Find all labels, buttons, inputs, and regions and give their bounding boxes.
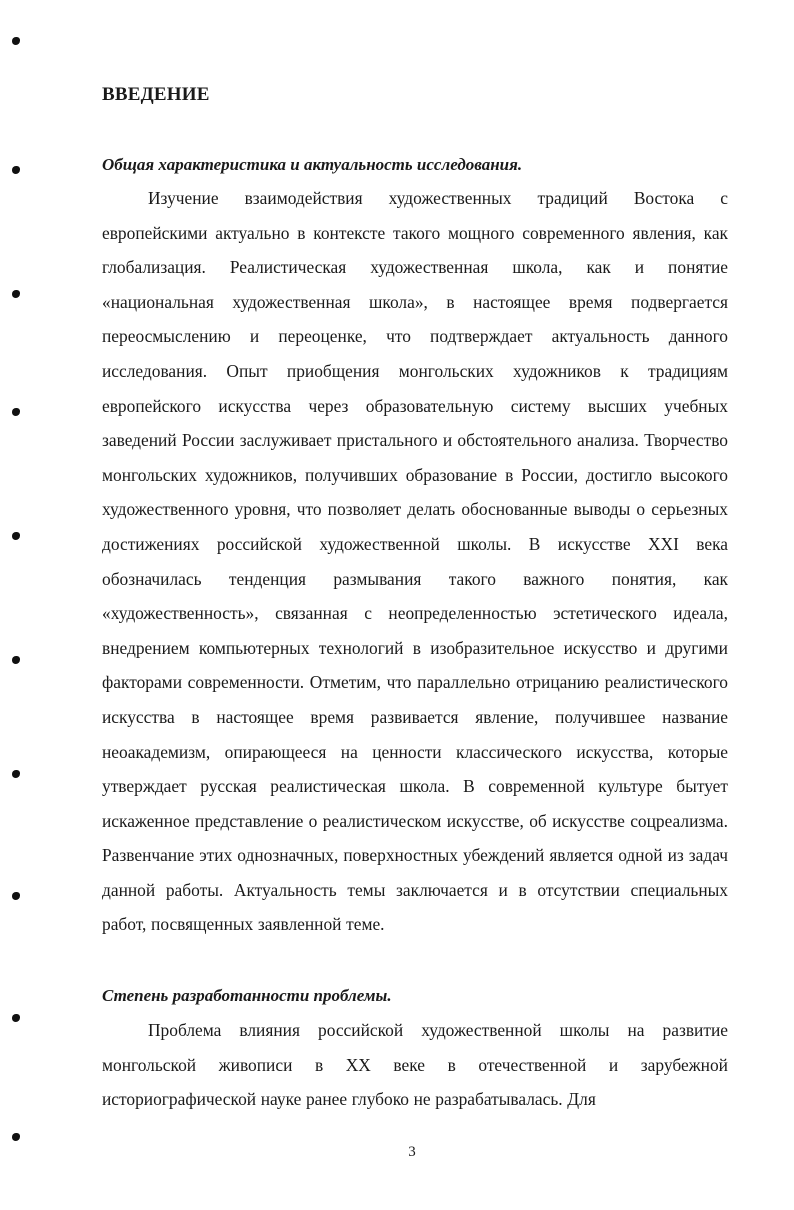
scan-mark bbox=[12, 1014, 20, 1022]
scan-mark bbox=[12, 166, 20, 174]
scan-mark bbox=[12, 1133, 20, 1141]
scan-mark bbox=[12, 656, 20, 664]
scan-mark bbox=[12, 770, 20, 778]
scan-mark bbox=[12, 892, 20, 900]
section-paragraph-relevance: Изучение взаимодействия художественных традиций Востока с европейскими актуально в контексте такого мощного современного явления, как глобализация. Реалистическая художественная школа, как и понятие «национальная художественная школа», в настоящее время подвергается переосмыслению и переоценке, что подтверждает актуальность данного исследования. Опыт приобщения монгольских художников к традициям европейского искусства через образовательную систему высших учебных заведений России заслуживает пристального и обстоятельного анализа. Творчество монгольских художников, получивших образование в России, достигло высокого художественного уровня, что позволяет делать обоснованные выводы о серьезных достижениях российской художественной школы. В искусстве XXI века обозначилась тенденция размывания такого важного понятия, как «художественность», связанная с неопределенностью эстетического идеала, внедрением компьютерных технологий в изобразительное искусство и другими факторами современности. Отметим, что параллельно отрицанию реалистического искусства в настоящее время развивается явление, получившее название неоакадемизм, опирающееся на ценности классического искусства, которые утверждает русская реалистическая школа. В современной культуре бытует искаженное представление о реалистическом искусстве, об искусстве соцреализма. Развенчание этих однозначных, поверхностных убеждений является одной из задач данной работы. Актуальность темы заключается и в отсутствии специальных работ, посвященных заявленной теме. bbox=[102, 188, 728, 935]
scan-mark bbox=[12, 532, 20, 540]
section-title-development: Степень разработанности проблемы. bbox=[102, 986, 392, 1005]
section-paragraph-development: Проблема влияния российской художественной школы на развитие монгольской живописи в XX веке в отечественной и зарубежной историографической науке ранее глубоко не разрабатывалась. Для bbox=[102, 1020, 728, 1110]
page-heading: ВВЕДЕНИЕ bbox=[102, 84, 210, 105]
scan-mark bbox=[12, 290, 20, 298]
scan-mark bbox=[12, 37, 20, 45]
page-number: 3 bbox=[408, 1144, 416, 1160]
scan-mark bbox=[12, 408, 20, 416]
section-title-relevance: Общая характеристика и актуальность исследования. bbox=[102, 155, 523, 174]
